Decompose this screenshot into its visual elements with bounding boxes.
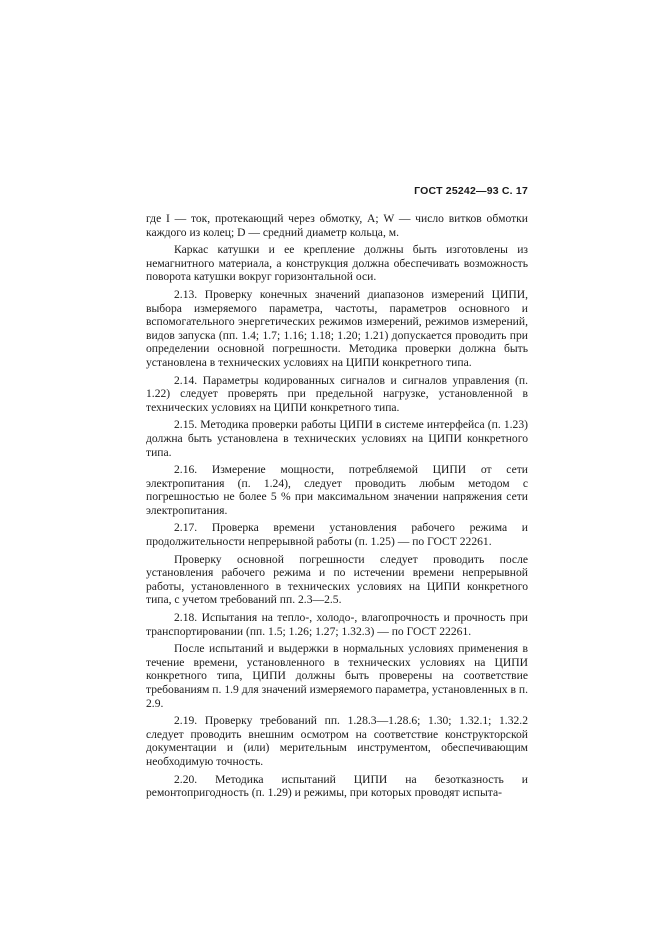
paragraph-after-tests: После испытаний и выдержки в нормальных условиях применения в течение времени, установленного в технических условиях на ЦИПИ конкретного типа, ЦИПИ должны быть проверены на соответствие требованиям п. 1.9 для значений измеряемого параметра, установленных в п. 2.9. xyxy=(146,642,528,710)
paragraph-formula-explanation: где I — ток, протекающий через обмотку, А; W — число витков обмотки каждого из колец; D — средний диаметр кольца, м. xyxy=(146,212,528,239)
paragraph-basic-error-check: Проверку основной погрешности следует проводить после установления рабочего режима и по истечении времени непрерывной работы, установленного в технических условиях на ЦИПИ конкретного типа, с учетом требований пп. 2.3—2.5. xyxy=(146,552,528,607)
paragraph-2-15: 2.15. Методика проверки работы ЦИПИ в системе интерфейса (п. 1.23) должна быть установлена в технических условиях на ЦИПИ конкретного типа. xyxy=(146,418,528,459)
paragraph-2-13: 2.13. Проверку конечных значений диапазонов измерений ЦИПИ, выбора измеряемого параметра, частоты, параметров основного и вспомогательного энергетических режимов измерений, режимов измерений, видов запуска (пп. 1.4; 1.7; 1.16; 1.18; 1.20; 1.21) допускается проводить при определении основной погрешности. Методика проверки должна быть установлена в технических условиях на ЦИПИ конкретного типа. xyxy=(146,287,528,369)
paragraph-2-16: 2.16. Измерение мощности, потребляемой ЦИПИ от сети электропитания (п. 1.24), следует проводить любым методом с погрешностью не более 5 % при максимальном значении напряжения сети электропитания. xyxy=(146,463,528,517)
page-header xyxy=(146,185,528,197)
body-text xyxy=(146,212,528,804)
running-title: ГОСТ 25242—93 С. 17 xyxy=(414,185,528,197)
paragraph-2-17: 2.17. Проверка времени установления рабочего режима и продолжительности непрерывной работы (п. 1.25) — по ГОСТ 22261. xyxy=(146,521,528,549)
paragraph-2-20: 2.20. Методика испытаний ЦИПИ на безотказность и ремонтопригодность (п. 1.29) и режимы, при которых проводят испыта- xyxy=(146,772,528,800)
paragraph-2-18: 2.18. Испытания на тепло-, холодо-, влагопрочность и прочность при транспортировании (пп. 1.5; 1.26; 1.27; 1.32.3) — по ГОСТ 22261. xyxy=(146,611,528,638)
paragraph-coil-frame: Каркас катушки и ее крепление должны быть изготовлены из немагнитного материала, а конструкция должна обеспечивать возможность поворота катушки вокруг горизонтальной оси. xyxy=(146,243,528,284)
paragraph-2-19: 2.19. Проверку требований пп. 1.28.3—1.28.6; 1.30; 1.32.1; 1.32.2 следует проводить внешним осмотром на соответствие конструкторской документации и (или) мерительным инструментом, обеспечивающим необходимую точность. xyxy=(146,714,528,768)
paragraph-2-14: 2.14. Параметры кодированных сигналов и сигналов управления (п. 1.22) следует проверять при предельной нагрузке, установленной в технических условиях на ЦИПИ конкретного типа. xyxy=(146,373,528,414)
